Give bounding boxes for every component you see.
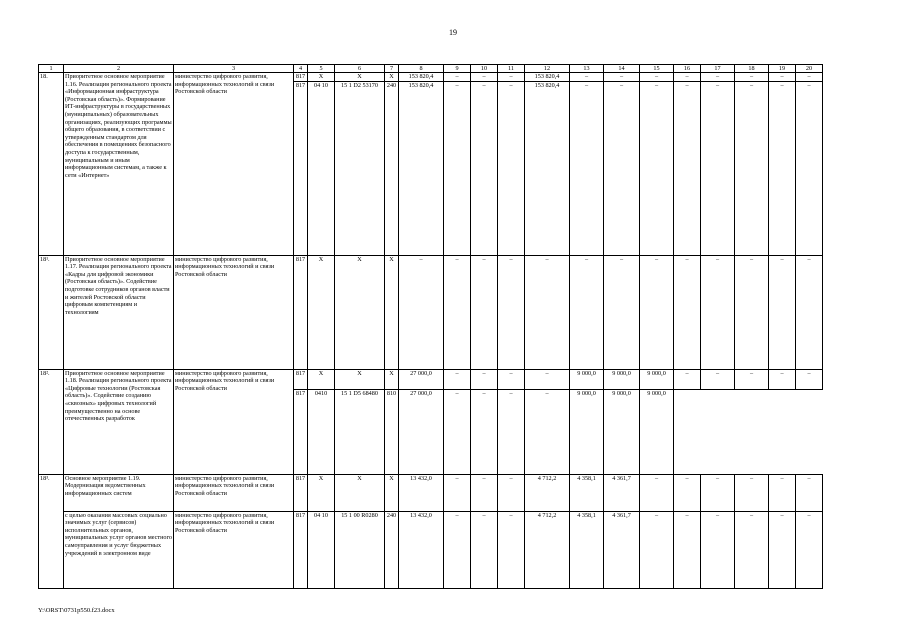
cell: – [570,255,604,369]
cell: – [735,73,769,82]
cell: 13 432,0 [399,511,444,588]
header-cell: 7 [385,65,399,73]
cell: – [444,73,471,82]
cell: – [735,81,769,255]
cell: – [399,255,444,369]
measure-name: Приоритетное основное мероприятие 1.17. Реализация регионального проекта «Кадры для цифровой экономики (Ростовская область)». Содействие подготовке сотрудников органов власти и жителей Ростовской области цифровым компетенциям и технологиям [64,255,174,369]
cell: 817 [294,73,308,82]
cell: – [471,474,498,511]
cell: – [570,73,604,82]
cell: – [498,474,525,511]
cell: – [604,255,640,369]
cell: – [796,369,823,389]
header-cell: 17 [701,65,735,73]
cell: 817 [294,474,308,511]
cell: – [498,511,525,588]
cell: – [796,81,823,255]
header-cell: 2 [64,65,174,73]
cell: – [640,511,674,588]
cell: 153 820,4 [399,81,444,255]
cell: X [308,474,335,511]
cell: 817 [294,255,308,369]
cell: – [498,73,525,82]
table-row [39,73,823,82]
cell: X [385,255,399,369]
cell: – [444,474,471,511]
cell: – [640,474,674,511]
cell: 817 [294,81,308,255]
cell: 15 1 D2 53170 [335,81,385,255]
cell: – [471,81,498,255]
cell: 810 [385,389,399,474]
cell: – [471,73,498,82]
measure-name: Основное мероприятие 1.19. Модернизация ведомственных информационных систем [64,474,174,511]
cell: 04 10 [308,81,335,255]
header-cell: 1 [39,65,64,73]
cell: X [308,255,335,369]
header-cell: 6 [335,65,385,73]
cell: X [308,73,335,82]
cell: 153 820,4 [525,81,570,255]
cell: – [701,81,735,255]
cell: – [640,73,674,82]
row-number: 18³. [39,474,64,588]
measure-name: с целью оказания массовых социально значимых услуг (сервисов) исполнительных органов, муниципальных услуг органов местного самоуправления и услуг бюджетных учреждений в электронном виде [64,511,174,588]
cell: X [385,474,399,511]
cell: – [701,73,735,82]
cell: – [796,73,823,82]
cell: – [769,474,796,511]
cell: 817 [294,511,308,588]
cell: 4 712,2 [525,474,570,511]
cell [701,389,735,474]
cell: 153 820,4 [399,73,444,82]
cell: X [308,369,335,389]
cell: – [471,389,498,474]
file-path-footer: Y:\ORST\0731p550.f23.docx [38,607,115,614]
cell: – [444,511,471,588]
table-row [39,474,823,511]
executor: министерство цифрового развития, информационных технологий и связи Ростовской области [174,255,294,369]
cell: – [769,369,796,389]
header-cell: 15 [640,65,674,73]
measure-name: Приоритетное основное мероприятие 1.16. Реализация регионального проекта «Информационная инфраструктура (Ростовская область)». Формирование ИТ-инфраструктуры в государственных (муниципальных) образовательных организациях, реализующих программы общего образования, в соответствии с утвержденным стандартом для обеспечения в помещениях безопасного доступа к государственным, муниципальным и иным информационным системам, а также к сети «Интернет» [64,73,174,256]
cell: – [674,474,701,511]
cell: 4 358,1 [570,511,604,588]
cell: – [701,474,735,511]
cell: – [674,511,701,588]
page-number: 19 [449,28,457,37]
cell: X [385,369,399,389]
header-cell: 18 [735,65,769,73]
cell: 13 432,0 [399,474,444,511]
cell: – [525,389,570,474]
cell: 15 1 00 R0280 [335,511,385,588]
cell: 4 361,7 [604,511,640,588]
cell: 153 820,4 [525,73,570,82]
cell: – [570,81,604,255]
cell: 9 000,0 [604,389,640,474]
table-row [39,369,823,389]
cell: – [640,81,674,255]
budget-table [38,64,823,589]
cell: 240 [385,81,399,255]
cell: – [796,511,823,588]
cell: 4 358,1 [570,474,604,511]
cell: – [701,511,735,588]
cell: – [674,255,701,369]
header-cell: 14 [604,65,640,73]
row-number: 18¹. [39,255,64,369]
header-cell: 11 [498,65,525,73]
header-cell: 5 [308,65,335,73]
cell [796,389,823,474]
cell: – [444,255,471,369]
measure-name: Приоритетное основное мероприятие 1.18. Реализация регионального проекта «Цифровые технологии (Ростовская область)». Содействие созданию «сквозных» цифровых технологий преимущественно на основе отечественных разработок [64,369,174,474]
cell [674,389,701,474]
cell: 04 10 [308,511,335,588]
cell: – [525,255,570,369]
cell: 4 712,2 [525,511,570,588]
cell: 817 [294,369,308,389]
cell: – [498,389,525,474]
cell: – [796,255,823,369]
executor: министерство цифрового развития, информационных технологий и связи Ростовской области [174,369,294,474]
header-cell: 19 [769,65,796,73]
cell: – [471,511,498,588]
cell: 240 [385,511,399,588]
cell: – [471,255,498,369]
executor: министерство цифрового развития, информационных технологий и связи Ростовской области [174,474,294,511]
row-number: 18. [39,73,64,256]
header-cell: 8 [399,65,444,73]
cell: X [385,73,399,82]
cell: 0410 [308,389,335,474]
header-cell: 9 [444,65,471,73]
cell: – [735,255,769,369]
header-cell: 12 [525,65,570,73]
header-cell: 4 [294,65,308,73]
cell: – [735,474,769,511]
cell: – [674,81,701,255]
cell: – [735,369,769,389]
row-number: 18². [39,369,64,474]
cell: 15 1 D5 68480 [335,389,385,474]
executor: министерство цифрового развития, информационных технологий и связи Ростовской области [174,73,294,256]
cell: – [640,255,674,369]
header-cell: 20 [796,65,823,73]
cell: – [471,369,498,389]
cell: – [444,81,471,255]
executor: министерство цифрового развития, информационных технологий и связи Ростовской области [174,511,294,588]
cell: – [769,73,796,82]
cell: 817 [294,389,308,474]
cell: – [769,81,796,255]
cell: – [498,255,525,369]
cell: – [769,511,796,588]
cell: 9 000,0 [570,369,604,389]
cell [769,389,796,474]
cell: – [604,81,640,255]
cell: 4 361,7 [604,474,640,511]
cell: 9 000,0 [640,389,674,474]
cell: – [796,474,823,511]
cell: – [735,511,769,588]
cell: 27 000,0 [399,369,444,389]
header-cell: 16 [674,65,701,73]
cell: X [335,73,385,82]
cell: X [335,255,385,369]
cell [735,389,769,474]
header-row [39,65,823,73]
cell: – [444,389,471,474]
cell: – [674,73,701,82]
header-cell: 13 [570,65,604,73]
cell: – [525,369,570,389]
cell: – [604,73,640,82]
cell: 9 000,0 [604,369,640,389]
cell: – [444,369,471,389]
cell: – [498,369,525,389]
cell: – [674,369,701,389]
cell: X [335,369,385,389]
table-row [39,255,823,369]
cell: – [701,255,735,369]
header-cell: 10 [471,65,498,73]
header-cell: 3 [174,65,294,73]
cell: – [498,81,525,255]
cell: X [335,474,385,511]
cell: – [769,255,796,369]
table-row [39,511,823,588]
cell: 9 000,0 [570,389,604,474]
cell: – [701,369,735,389]
cell: 9 000,0 [640,369,674,389]
cell: 27 000,0 [399,389,444,474]
